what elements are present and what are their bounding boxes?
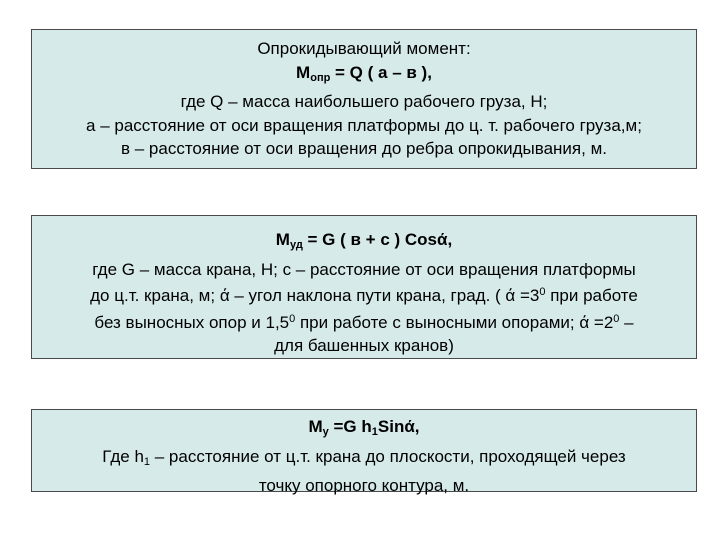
overturning-moment-title: Опрокидывающий момент: (257, 39, 471, 58)
degree-superscript: 0 (289, 312, 296, 325)
definition-v: в – расстояние от оси вращения до ребра опрокидывания, м. (121, 139, 607, 158)
h-subscript: 1 (143, 455, 151, 468)
definition-q: где Q – масса наибольшего рабочего груза, Н; (180, 92, 548, 111)
formula-expression: = Q ( а – в ), (330, 62, 432, 82)
definition-h1 (32, 445, 696, 475)
formula-expression: =G h (328, 417, 372, 436)
formula-expression-end: Sinά, (377, 417, 420, 436)
formula-symbol: M (275, 230, 290, 249)
definition-tower-cranes: для башенных кранов) (274, 336, 454, 355)
definition-g-c: где G – масса крана, Н; с – расстояние от оси вращения платформы (92, 259, 636, 279)
overturning-moment-formula (32, 61, 696, 91)
formula-expression: = G ( в + с ) Cosά, (302, 230, 453, 249)
degree-superscript: 0 (613, 312, 620, 325)
formula-subscript: 1 (371, 426, 378, 438)
formula-symbol: M (308, 417, 323, 436)
formula-subscript: опр (310, 71, 331, 84)
definition-h1-start: Где h (102, 446, 144, 466)
holding-moment-box (31, 215, 697, 359)
definition-angle-text: до ц.т. крана, м; ά – угол наклона пути крана, град. ( ά =3 (90, 286, 540, 305)
definition-angle-end: при работе (545, 286, 638, 305)
overturning-moment-box (31, 29, 697, 169)
formula-subscript: у (322, 426, 329, 438)
stability-moment-formula (32, 415, 696, 445)
definition-angle-values (32, 308, 696, 335)
formula-symbol: M (296, 62, 311, 82)
formula-subscript: уд (289, 239, 303, 251)
degree-superscript: 0 (539, 286, 546, 298)
angle-value-end: – (619, 312, 634, 332)
holding-moment-formula (32, 228, 696, 258)
angle-value-text: без выносных опор и 1,5 (94, 312, 290, 332)
definition-h1-text: – расстояние от ц.т. крана до плоскости, проходящей через (150, 446, 626, 466)
definition-angle (32, 281, 696, 308)
definition-contour-point: точку опорного контура, м. (258, 476, 470, 495)
stability-moment-box (31, 409, 697, 495)
angle-value-mid: при работе с выносными опорами; ά =2 (295, 312, 614, 332)
definition-a: а – расстояние от оси вращения платформы до ц. т. рабочего груза,м; (86, 115, 642, 135)
